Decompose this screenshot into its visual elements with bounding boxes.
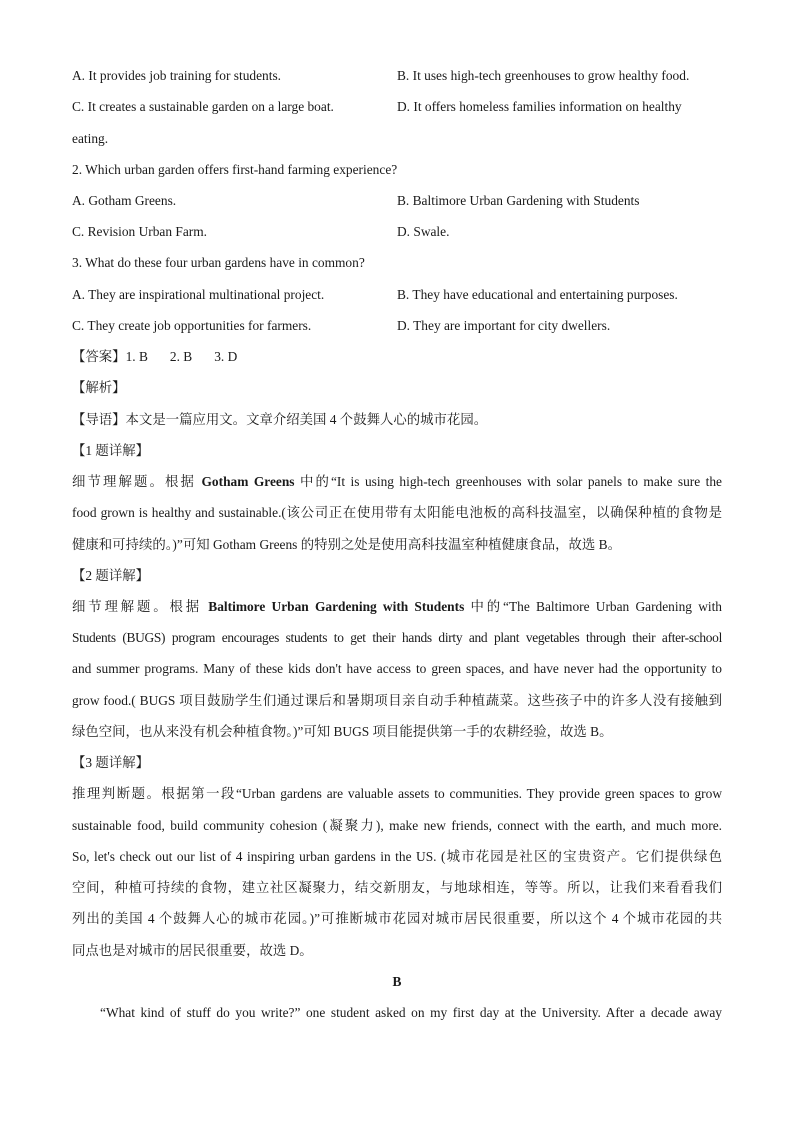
detail-2-line-4: grow food.( BUGS 项目鼓励学生们通过课后和暑期项目亲自动手种植蔬菜。这些孩子中的许多人没有接触到 [72,693,722,708]
q3-stem: 3. What do these four urban gardens have in common? [72,255,365,270]
analysis-label: 【解析】 [72,380,126,395]
detail-1-keyword: Gotham Greens [201,474,295,489]
detail-3-line-1: 推理判断题。根据第一段“Urban gardens are valuable assets to communities. They provide green spaces to grow [72,786,722,801]
detail-2-line-1 [72,597,722,617]
detail-3-heading: 【3 题详解】 [72,755,149,770]
detail-3-line-5: 列出的美国 4 个鼓舞人心的城市花园。)”可推断城市花园对城市居民很重要，所以这个 4 个城市花园的共 [72,911,722,926]
passage-b-first-line: “What kind of stuff do you write?” one student asked on my first day at the University. After a decade away [100,1005,722,1020]
detail-2-heading: 【2 题详解】 [72,568,149,583]
q2-option-d: D. Swale. [397,224,450,239]
q2-stem: 2. Which urban garden offers first-hand farming experience? [72,162,398,177]
detail-2-pre: 细节理解题。根据 [72,599,209,614]
detail-2-keyword: Baltimore Urban Gardening with Students [208,599,465,614]
detail-1-pre: 细节理解题。根据 [72,474,202,489]
q2-option-b: B. Baltimore Urban Gardening with Students [397,193,640,208]
detail-2-line-2: Students (BUGS) program encourages students to get their hands dirty and plant vegetables through their after-school [72,630,722,645]
q2-option-a: A. Gotham Greens. [72,193,177,208]
answer-label: 【答案】 [72,349,126,364]
answer-item: 1. B [125,349,148,364]
q3-option-b: B. They have educational and entertaining purposes. [397,287,678,302]
detail-3-line-4: 空间，种植可持续的食物，建立社区凝聚力，结交新朋友，与地球相连，等等。所以，让我们来看看我们 [72,880,722,895]
q1-option-a: A. It provides job training for students. [72,68,282,83]
q2-option-c: C. Revision Urban Farm. [72,224,208,239]
q1-option-c: C. It creates a sustainable garden on a large boat. [72,99,334,114]
detail-1-line-1 [72,472,722,492]
q1-option-d: D. It offers homeless families information on healthy [397,99,682,114]
q3-option-d: D. They are important for city dwellers. [397,318,611,333]
answer-item: 2. B [169,349,193,364]
detail-1-heading: 【1 题详解】 [72,443,149,458]
q1-option-b: B. It uses high-tech greenhouses to grow healthy food. [397,68,690,83]
q3-option-c: C. They create job opportunities for farmers. [72,318,312,333]
detail-1-line-3: 健康和可持续的。)”可知 Gotham Greens 的特别之处是使用高科技温室种植健康食品，故选 B。 [72,537,621,552]
detail-2-line-5: 绿色空间，也从来没有机会种植食物。)”可知 BUGS 项目能提供第一手的农耕经验，故选 B。 [72,724,613,739]
detail-3-line-6: 同点也是对城市的居民很重要，故选 D。 [72,943,313,958]
answer-item: 3. D [214,349,238,364]
section-b-heading: B [392,974,402,989]
detail-3-line-3: So, let's check out our list of 4 inspiring urban gardens in the US. (城市花园是社区的宝贵资产。它们提供绿色 [72,849,722,864]
guide-text: 【导语】本文是一篇应用文。文章介绍美国 4 个鼓舞人心的城市花园。 [72,412,488,427]
q1-option-d-continued: eating. [72,131,109,146]
detail-1-post: 中的“It is using high-tech greenhouses with solar panels to make sure the [294,474,722,489]
q3-option-a: A. They are inspirational multinational project. [72,287,325,302]
detail-2-post: 中的“The Baltimore Urban Gardening with [464,599,723,614]
detail-1-line-2: food grown is healthy and sustainable.(该公司正在使用带有太阳能电池板的高科技温室，以确保种植的食物是 [72,505,722,520]
detail-2-line-3: and summer programs. Many of these kids don't have access to green spaces, and have never had the opportunity to [72,661,722,676]
answer-line [72,347,722,367]
detail-3-line-2: sustainable food, build community cohesion (凝聚力), make new friends, connect with the earth, and much more. [72,818,722,833]
